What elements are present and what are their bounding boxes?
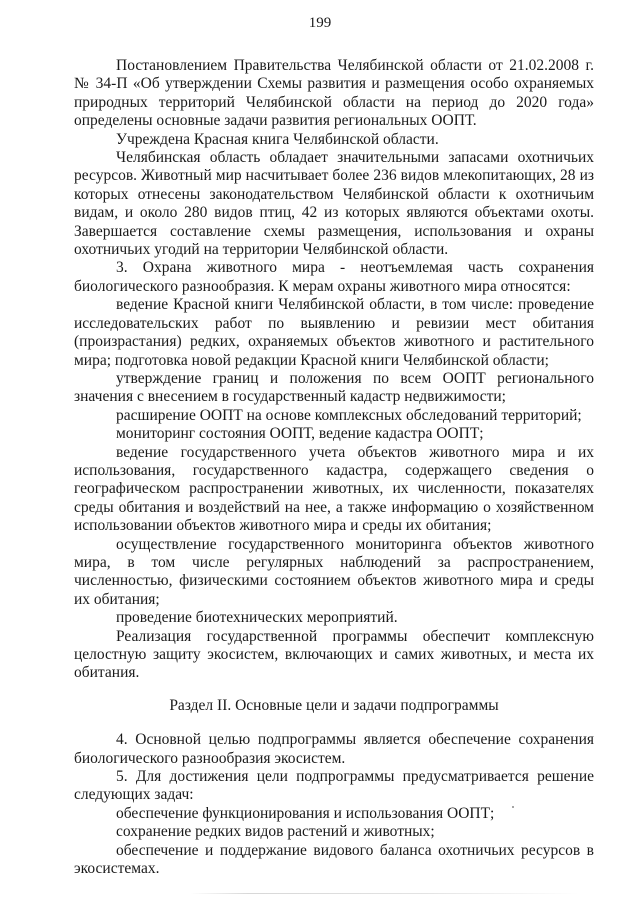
paragraph-tasks-intro: 5. Для достижения цели подпрограммы предусматривается решение следующих задач: <box>74 768 594 804</box>
list-item: мониторинг состояния ООПТ, ведение кадастра ООПТ; <box>116 425 484 443</box>
paragraph-resolution: Постановлением Правительства Челябинской области от 21.02.2008 г. № 34-П «Об утверждении Схемы развития и размещения особо охраняемых природных территорий Челябинской области на период до 2020 года» определены основные задачи развития региональных ООПТ. <box>74 57 594 130</box>
list-item: ведение государственного учета объектов животного мира и их использования, государственного кадастра, содержащего сведения о географическом распространении животных, их численности, показателях среды обитания и воздействий на нее, а также информацию о хозяйственном использовании объектов животного мира и среды их обитания; <box>74 443 594 535</box>
list-item: сохранение редких видов растений и животных; <box>116 823 435 841</box>
scan-speck <box>512 806 514 808</box>
paragraph-program-outcome: Реализация государственной программы обеспечит комплексную целостную защиту экосистем, включающих и самих животных, и места их обитания. <box>74 627 594 682</box>
paragraph-wildlife-protection: 3. Охрана животного мира - неотъемлемая часть сохранения биологического разнообразия. К мерам охраны животного мира относятся: <box>74 259 594 295</box>
list-item: осуществление государственного мониторинга объектов животного мира, в том числе регулярных наблюдений за распространением, численностью, физическими состоянием объектов животного мира и среды их обитания; <box>74 535 594 608</box>
section-heading: Раздел II. Основные цели и задачи подпрограммы <box>169 696 499 714</box>
list-item: обеспечение функционирования и использования ООПТ; <box>116 804 495 822</box>
list-item: ведение Красной книги Челябинской области, в том числе: проведение исследовательских работ по выявлению и ревизии мест обитания (произрастания) редких, охраняемых объектов животного и растительного мира; подготовка новой редакции Красной книги Челябинской области; <box>74 296 594 369</box>
scan-edge-line <box>190 893 580 894</box>
document-body <box>74 57 594 878</box>
paragraph-hunting-resources: Челябинская область обладает значительными запасами охотничьих ресурсов. Животный мир насчитывает более 236 видов млекопитающих, 28 из которых отнесены законодательством Челябинской области к охотничьим видам, и около 280 видов птиц, 42 из которых являются объектами охоты. Завершается составление схемы размещения, использования и охраны охотничьих угодий на территории Челябинской области. <box>74 149 594 259</box>
list-item: расширение ООПТ на основе комплексных обследований территорий; <box>116 406 582 424</box>
paragraph-red-book: Учреждена Красная книга Челябинской области. <box>116 130 439 148</box>
paragraph-main-goal: 4. Основной целью подпрограммы является обеспечение сохранения биологического разнообразия экосистем. <box>74 731 594 767</box>
list-item: обеспечение и поддержание видового баланса охотничьих ресурсов в экосистемах. <box>74 841 594 878</box>
list-item: утверждение границ и положения по всем ООПТ регионального значения с внесением в государственный кадастр недвижимости; <box>74 369 594 406</box>
list-item: проведение биотехнических мероприятий. <box>116 609 398 627</box>
page-number: 199 <box>308 15 332 31</box>
